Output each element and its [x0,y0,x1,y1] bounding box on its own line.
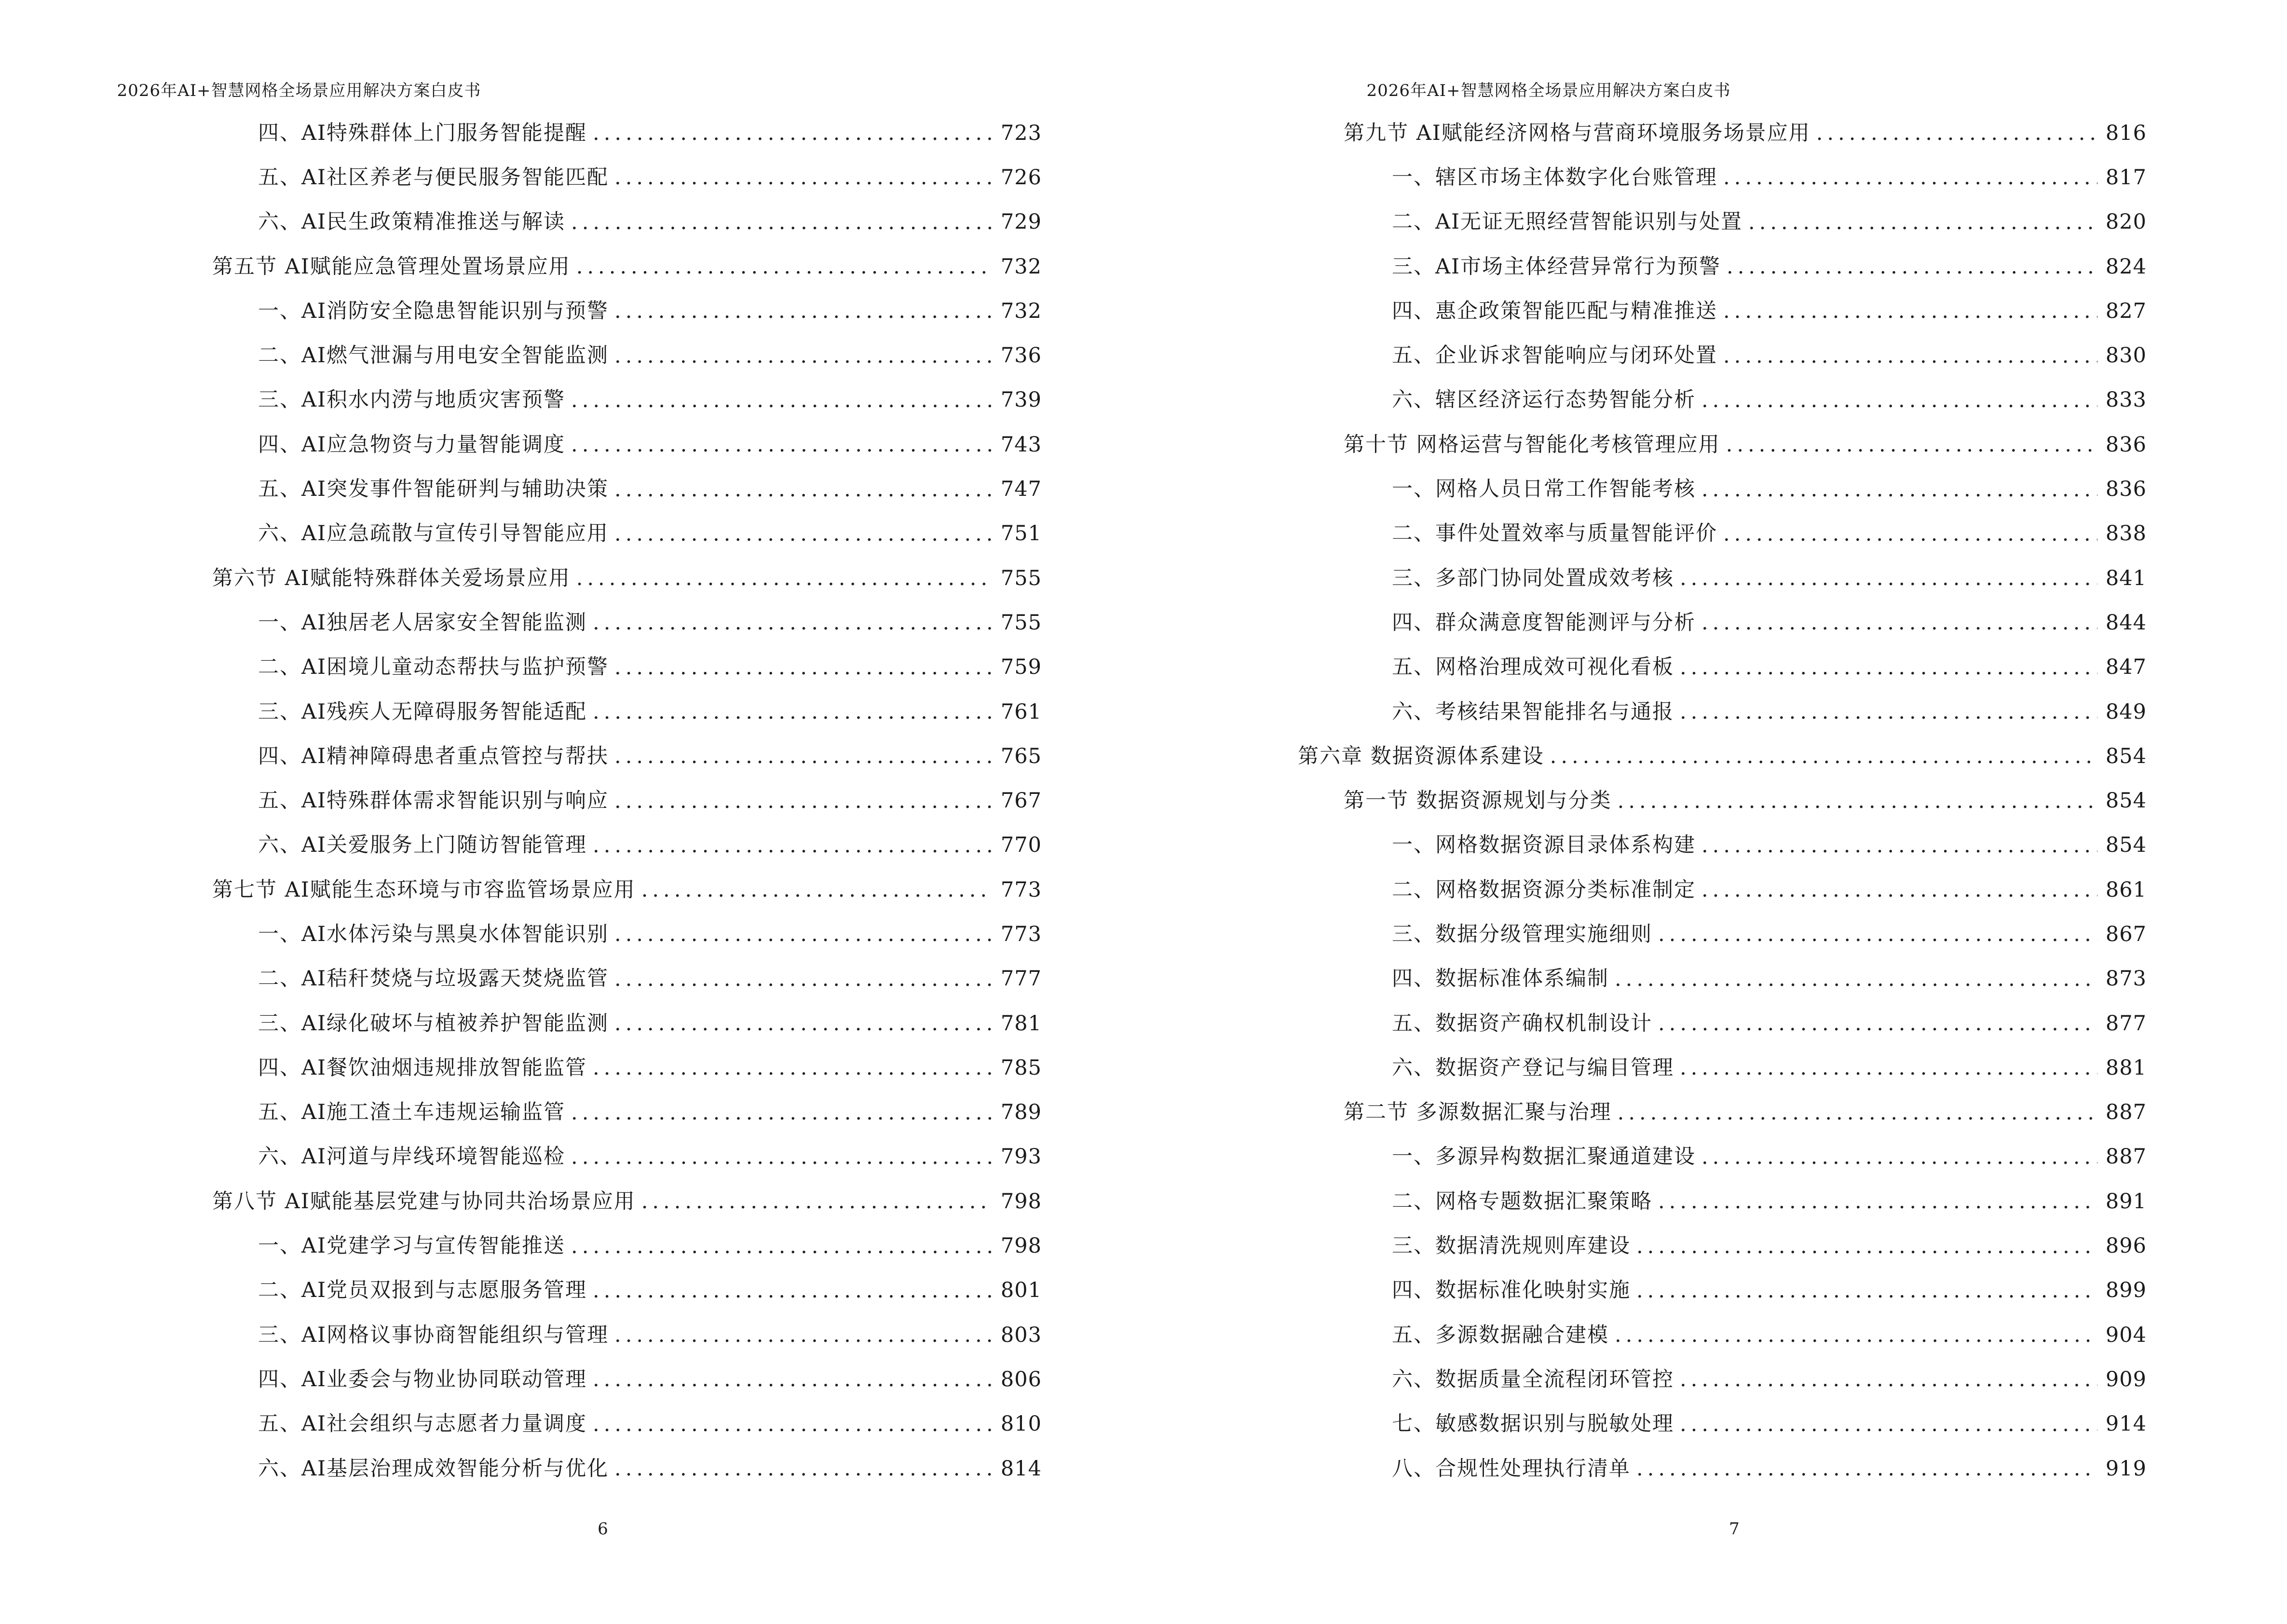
toc-entry-item[interactable] [212,378,1042,423]
toc-entry-item[interactable] [1298,333,2147,378]
toc-entry-title: 第七节 AI赋能生态环境与市容监管场景应用 [212,877,636,902]
toc-entry-page-number: 849 [2105,699,2147,724]
dot-leader [1658,1189,2097,1214]
toc-entry-page-number: 891 [2105,1189,2147,1214]
toc-entry-title: 第二节 多源数据汇聚与治理 [1344,1100,1612,1125]
dot-leader [614,477,993,502]
running-header: 2026年AI+智慧网格全场景应用解决方案白皮书 [117,81,481,100]
toc-entry-item[interactable] [212,1224,1042,1268]
toc-entry-page-number: 755 [1000,566,1042,590]
dot-leader [614,744,993,769]
dot-leader [1680,566,2097,591]
toc-entry-page-number: 847 [2105,655,2147,680]
toc-entry-item[interactable] [212,1135,1042,1179]
toc-entry-page-number: 777 [1000,967,1042,991]
toc-entry-page-number: 867 [2105,922,2147,946]
dot-leader [593,1367,993,1392]
toc-entry-item[interactable] [212,1269,1042,1313]
toc-entry-title: 五、数据资产确权机制设计 [1392,1011,1652,1036]
toc-entry-page-number: 785 [1000,1055,1042,1080]
toc-entry-page-number: 806 [1000,1367,1042,1392]
dot-leader [1723,521,2097,546]
toc-entry-page-number: 836 [2105,477,2147,502]
toc-entry-title: 三、数据分级管理实施细则 [1392,922,1652,946]
toc-entry-page-number: 854 [2105,833,2147,858]
toc-entry-page-number: 909 [2105,1367,2147,1392]
toc-entry-title: 八、合规性处理执行清单 [1392,1456,1631,1481]
dot-leader [1702,610,2097,635]
toc-entry-page-number: 820 [2105,210,2147,234]
toc-entry-page-number: 726 [1000,165,1042,190]
dot-leader [641,877,993,902]
dot-leader [1727,254,2097,279]
table-of-contents [1298,111,2147,1491]
dot-leader [1636,1278,2097,1303]
toc-entry-page-number: 827 [2105,299,2147,323]
dot-leader [593,610,993,635]
toc-entry-item[interactable] [1298,1001,2147,1046]
toc-entry-title: 六、AI关爱服务上门随访智能管理 [258,833,587,858]
dot-leader [571,1234,993,1259]
dot-leader [614,343,993,368]
dot-leader [614,521,993,546]
dot-leader [1702,1145,2097,1170]
toc-entry-title: 五、AI社区养老与便民服务智能匹配 [258,165,609,190]
toc-entry-page-number: 919 [2105,1456,2147,1481]
toc-entry-item[interactable] [212,200,1042,245]
toc-entry-title: 四、数据标准化映射实施 [1392,1278,1631,1303]
toc-entry-page-number: 854 [2105,789,2147,813]
toc-entry-page-number: 773 [1000,877,1042,902]
dot-leader [571,388,993,413]
toc-entry-item[interactable] [212,333,1042,378]
dot-leader [1680,699,2097,724]
toc-entry-title: 六、AI应急疏散与宣传引导智能应用 [258,521,609,546]
toc-entry-page-number: 814 [1000,1456,1042,1481]
toc-entry-title: 四、AI精神障碍患者重点管控与帮扶 [258,744,609,768]
toc-entry-page-number: 798 [1000,1189,1042,1214]
toc-entry-item[interactable] [1298,289,2147,333]
toc-entry-title: 第六节 AI赋能特殊群体关爱场景应用 [212,566,571,590]
toc-entry-title: 一、多源异构数据汇聚通道建设 [1392,1145,1696,1169]
dot-leader [1723,165,2097,190]
toc-entry-title: 一、AI独居老人居家安全智能监测 [258,610,587,635]
toc-entry-title: 五、AI特殊群体需求智能识别与响应 [258,789,609,813]
toc-entry-title: 第十节 网格运营与智能化考核管理应用 [1344,432,1720,457]
toc-entry-title: 二、AI困境儿童动态帮扶与监护预警 [258,655,609,680]
dot-leader [593,1278,993,1303]
toc-entry-item[interactable] [212,778,1042,823]
toc-entry-title: 六、AI民生政策精准推送与解读 [258,210,566,234]
dot-leader [614,1011,993,1036]
toc-entry-title: 五、AI社会组织与志愿者力量调度 [258,1412,587,1436]
toc-entry-section[interactable] [1298,423,2147,467]
dot-leader [571,1145,993,1170]
toc-entry-title: 五、网格治理成效可视化看板 [1392,655,1674,680]
dot-leader [1618,789,2097,814]
toc-entry-title: 一、网格人员日常工作智能考核 [1392,477,1696,502]
dot-leader [614,165,993,190]
toc-entry-page-number: 810 [1000,1412,1042,1436]
toc-entry-title: 四、数据标准体系编制 [1392,967,1609,991]
toc-entry-page-number: 803 [1000,1323,1042,1347]
toc-entry-title: 六、AI河道与岸线环境智能巡检 [258,1145,566,1169]
toc-entry-item[interactable] [212,467,1042,511]
toc-entry-title: 五、企业诉求智能响应与闭环处置 [1392,343,1717,368]
toc-entry-page-number: 743 [1000,432,1042,457]
toc-entry-item[interactable] [1298,1046,2147,1090]
toc-entry-page-number: 816 [2105,121,2147,145]
toc-entry-chapter[interactable] [1298,734,2147,778]
dot-leader [1680,1367,2097,1392]
toc-entry-item[interactable] [212,1091,1042,1135]
toc-entry-page-number: 767 [1000,789,1042,813]
dot-leader [614,967,993,992]
dot-leader [593,121,993,146]
toc-entry-page-number: 830 [2105,343,2147,368]
toc-entry-item[interactable] [1298,1447,2147,1491]
toc-entry-page-number: 838 [2105,521,2147,546]
toc-entry-page-number: 781 [1000,1011,1042,1036]
toc-entry-title: 第九节 AI赋能经济网格与营商环境服务场景应用 [1344,121,1811,145]
toc-entry-title: 二、AI燃气泄漏与用电安全智能监测 [258,343,609,368]
toc-entry-item[interactable] [1298,645,2147,690]
page-number: 6 [598,1519,608,1539]
toc-entry-item[interactable] [1298,1269,2147,1313]
toc-entry-item[interactable] [1298,1313,2147,1357]
toc-entry-section[interactable] [1298,778,2147,823]
toc-entry-title: 二、网格数据资源分类标准制定 [1392,877,1696,902]
toc-entry-title: 第八节 AI赋能基层党建与协同共治场景应用 [212,1189,636,1214]
toc-entry-page-number: 739 [1000,388,1042,412]
toc-entry-page-number: 836 [2105,432,2147,457]
toc-entry-item[interactable] [1298,957,2147,1001]
toc-entry-item[interactable] [212,111,1042,155]
toc-entry-item[interactable] [1298,200,2147,245]
toc-entry-page-number: 854 [2105,744,2147,768]
toc-entry-title: 三、AI绿化破坏与植被养护智能监测 [258,1011,609,1036]
toc-entry-title: 三、AI积水内涝与地质灾害预警 [258,388,566,412]
toc-entry-title: 一、AI消防安全隐患智能识别与预警 [258,299,609,323]
toc-entry-page-number: 861 [2105,877,2147,902]
toc-entry-title: 四、群众满意度智能测评与分析 [1392,610,1696,635]
toc-entry-item[interactable] [1298,378,2147,423]
toc-entry-item[interactable] [212,423,1042,467]
toc-entry-page-number: 833 [2105,388,2147,412]
toc-entry-page-number: 844 [2105,610,2147,635]
toc-entry-title: 二、事件处置效率与质量智能评价 [1392,521,1717,546]
dot-leader [571,1100,993,1125]
dot-leader [1618,1100,2097,1125]
dot-leader [1726,432,2097,457]
toc-entry-page-number: 896 [2105,1234,2147,1258]
dot-leader [593,1412,993,1437]
toc-entry-page-number: 773 [1000,922,1042,946]
table-of-contents [212,111,1042,1491]
toc-entry-item[interactable] [212,645,1042,690]
dot-leader [1748,210,2097,235]
toc-entry-item[interactable] [1298,868,2147,912]
toc-entry-title: 一、AI水体污染与黑臭水体智能识别 [258,922,609,946]
dot-leader [1550,744,2097,769]
toc-entry-item[interactable] [212,1313,1042,1357]
toc-entry-item[interactable] [212,600,1042,645]
toc-entry-title: 四、惠企政策智能匹配与精准推送 [1392,299,1717,323]
toc-entry-title: 一、网格数据资源目录体系构建 [1392,833,1696,858]
toc-entry-item[interactable] [1298,245,2147,289]
toc-entry-item[interactable] [212,1447,1042,1491]
toc-entry-item[interactable] [1298,690,2147,734]
toc-entry-title: 一、辖区市场主体数字化台账管理 [1392,165,1717,190]
right-page [1144,0,2287,1624]
toc-entry-page-number: 887 [2105,1145,2147,1169]
toc-entry-item[interactable] [212,912,1042,956]
toc-entry-title: 四、AI餐饮油烟违规排放智能监管 [258,1055,587,1080]
toc-entry-page-number: 904 [2105,1323,2147,1347]
toc-entry-item[interactable] [212,1402,1042,1447]
toc-entry-title: 六、考核结果智能排名与通报 [1392,699,1674,724]
dot-leader [1723,343,2097,368]
dot-leader [1723,299,2097,324]
toc-entry-item[interactable] [1298,556,2147,600]
dot-leader [576,566,993,591]
toc-entry-section[interactable] [212,245,1042,289]
toc-entry-page-number: 765 [1000,744,1042,768]
dot-leader [1702,388,2097,413]
toc-entry-item[interactable] [212,957,1042,1001]
toc-entry-page-number: 877 [2105,1011,2147,1036]
toc-entry-title: 六、AI基层治理成效智能分析与优化 [258,1456,609,1481]
toc-entry-title: 二、AI党员双报到与志愿服务管理 [258,1278,587,1303]
toc-entry-page-number: 817 [2105,165,2147,190]
toc-entry-title: 四、AI特殊群体上门服务智能提醒 [258,121,587,145]
dot-leader [1816,121,2097,146]
toc-entry-item[interactable] [212,1046,1042,1090]
dot-leader [571,210,993,235]
toc-entry-page-number: 801 [1000,1278,1042,1303]
toc-entry-title: 七、敏感数据识别与脱敏处理 [1392,1412,1674,1436]
dot-leader [1680,655,2097,680]
toc-entry-title: 第一节 数据资源规划与分类 [1344,789,1612,813]
toc-entry-page-number: 736 [1000,343,1042,368]
toc-entry-title: 四、AI业委会与物业协同联动管理 [258,1367,587,1392]
toc-entry-page-number: 914 [2105,1412,2147,1436]
toc-entry-title: 二、网格专题数据汇聚策略 [1392,1189,1652,1214]
toc-entry-page-number: 732 [1000,254,1042,279]
dot-leader [1658,1011,2097,1036]
toc-entry-item[interactable] [212,1001,1042,1046]
toc-entry-item[interactable] [1298,1402,2147,1447]
toc-entry-section[interactable] [212,556,1042,600]
dot-leader [1658,922,2097,947]
toc-entry-page-number: 770 [1000,833,1042,858]
toc-entry-page-number: 732 [1000,299,1042,323]
toc-entry-title: 三、AI网格议事协商智能组织与管理 [258,1323,609,1347]
toc-entry-title: 二、AI秸秆焚烧与垃圾露天焚烧监管 [258,967,609,991]
toc-entry-title: 六、数据资产登记与编目管理 [1392,1055,1674,1080]
toc-entry-item[interactable] [212,823,1042,868]
toc-entry-section[interactable] [212,868,1042,912]
toc-entry-title: 六、辖区经济运行态势智能分析 [1392,388,1696,412]
page-number: 7 [1729,1519,1740,1539]
toc-entry-section[interactable] [212,1179,1042,1224]
toc-entry-item[interactable] [1298,155,2147,200]
toc-entry-item[interactable] [212,512,1042,556]
dot-leader [1615,967,2097,992]
toc-entry-item[interactable] [1298,912,2147,956]
toc-entry-title: 五、多源数据融合建模 [1392,1323,1609,1347]
toc-entry-item[interactable] [212,734,1042,778]
dot-leader [1680,1055,2097,1080]
dot-leader [593,833,993,858]
toc-entry-title: 第五节 AI赋能应急管理处置场景应用 [212,254,571,279]
toc-entry-item[interactable] [212,155,1042,200]
toc-entry-title: 五、AI突发事件智能研判与辅助决策 [258,477,609,502]
dot-leader [614,1323,993,1348]
toc-entry-title: 第六章 数据资源体系建设 [1298,744,1544,768]
toc-entry-item[interactable] [1298,467,2147,511]
toc-entry-title: 三、AI残疾人无障碍服务智能适配 [258,699,587,724]
toc-entry-page-number: 899 [2105,1278,2147,1303]
toc-entry-page-number: 755 [1000,610,1042,635]
dot-leader [1636,1234,2097,1259]
toc-entry-page-number: 723 [1000,121,1042,145]
dot-leader [641,1189,993,1214]
dot-leader [593,1055,993,1080]
dot-leader [614,922,993,947]
dot-leader [576,254,993,279]
toc-entry-title: 一、AI党建学习与宣传智能推送 [258,1234,566,1258]
toc-entry-item[interactable] [1298,512,2147,556]
toc-entry-item[interactable] [1298,1135,2147,1179]
toc-entry-title: 四、AI应急物资与力量智能调度 [258,432,566,457]
toc-entry-item[interactable] [1298,1357,2147,1402]
toc-entry-page-number: 841 [2105,566,2147,590]
toc-entry-page-number: 751 [1000,521,1042,546]
toc-entry-page-number: 789 [1000,1100,1042,1125]
toc-entry-item[interactable] [1298,1224,2147,1268]
running-header: 2026年AI+智慧网格全场景应用解决方案白皮书 [1366,81,1731,100]
toc-entry-title: 三、数据清洗规则库建设 [1392,1234,1631,1258]
toc-entry-item[interactable] [212,1357,1042,1402]
toc-entry-title: 三、AI市场主体经营异常行为预警 [1392,254,1721,279]
toc-entry-title: 三、多部门协同处置成效考核 [1392,566,1674,590]
toc-entry-title: 五、AI施工渣土车违规运输监管 [258,1100,566,1125]
dot-leader [614,1456,993,1481]
toc-entry-item[interactable] [212,690,1042,734]
toc-entry-item[interactable] [1298,600,2147,645]
toc-entry-page-number: 887 [2105,1100,2147,1125]
toc-entry-page-number: 881 [2105,1055,2147,1080]
dot-leader [1615,1323,2097,1348]
dot-leader [593,699,993,724]
toc-entry-page-number: 793 [1000,1145,1042,1169]
dot-leader [1636,1456,2097,1481]
dot-leader [571,432,993,457]
dot-leader [1702,477,2097,502]
dot-leader [1702,833,2097,858]
toc-entry-page-number: 824 [2105,254,2147,279]
toc-entry-page-number: 798 [1000,1234,1042,1258]
toc-entry-item[interactable] [1298,1179,2147,1224]
dot-leader [1680,1412,2097,1437]
dot-leader [614,789,993,814]
dot-leader [1702,877,2097,902]
dot-leader [614,655,993,680]
toc-entry-page-number: 747 [1000,477,1042,502]
toc-entry-page-number: 873 [2105,967,2147,991]
toc-entry-page-number: 759 [1000,655,1042,680]
toc-entry-section[interactable] [1298,1091,2147,1135]
toc-entry-item[interactable] [212,289,1042,333]
toc-entry-section[interactable] [1298,111,2147,155]
toc-entry-title: 二、AI无证无照经营智能识别与处置 [1392,210,1743,234]
dot-leader [614,299,993,324]
toc-entry-item[interactable] [1298,823,2147,868]
toc-entry-page-number: 729 [1000,210,1042,234]
toc-entry-page-number: 761 [1000,699,1042,724]
toc-entry-title: 六、数据质量全流程闭环管控 [1392,1367,1674,1392]
